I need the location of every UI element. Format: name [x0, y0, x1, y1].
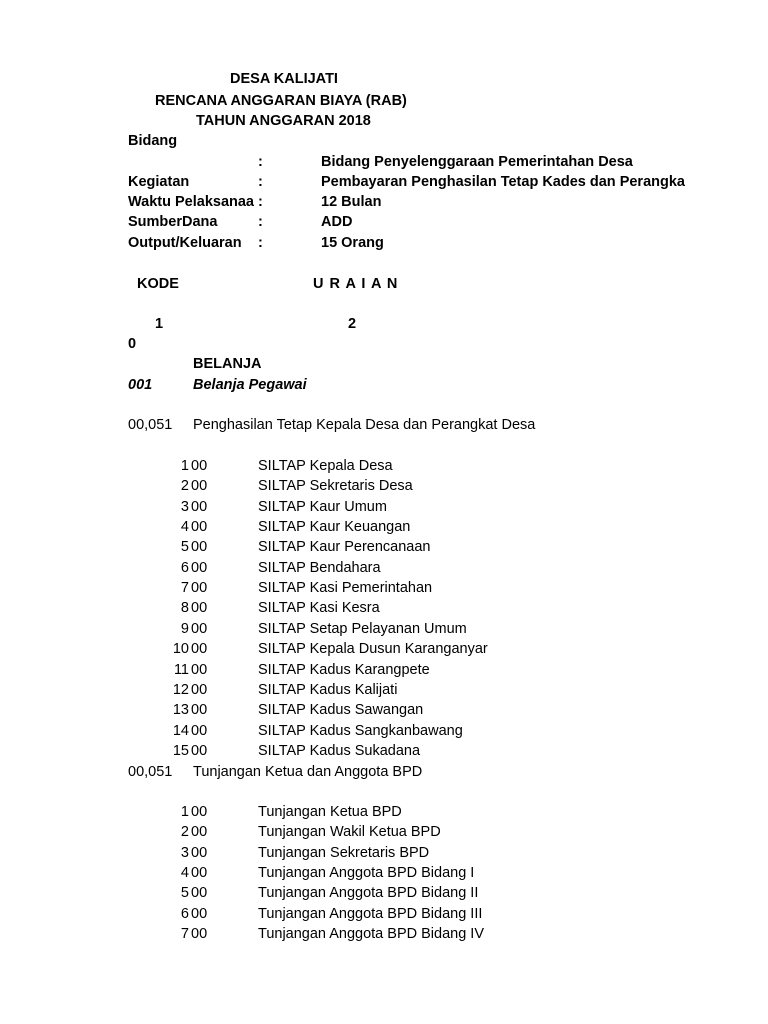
item-suffix: 00	[191, 539, 208, 556]
item-index: 4	[180, 864, 189, 881]
item-label: SILTAP Kaur Keuangan	[258, 519, 411, 536]
item-suffix: 00	[191, 905, 208, 922]
column-number-1: 1	[155, 316, 164, 332]
list-item	[0, 680, 768, 700]
section2-title: Tunjangan Ketua dan Anggota BPD	[193, 764, 423, 780]
item-number	[170, 639, 210, 659]
item-suffix: 00	[191, 804, 208, 820]
item-index: 10	[172, 641, 189, 658]
belanja-heading: BELANJA	[193, 356, 262, 372]
item-index: 2	[180, 824, 189, 841]
item-number	[170, 904, 210, 924]
item-label: SILTAP Kasi Kesra	[258, 600, 380, 617]
document-title: RENCANA ANGGARAN BIAYA (RAB)	[155, 93, 407, 109]
item-number	[170, 822, 210, 842]
item-label: Tunjangan Anggota BPD Bidang IV	[258, 925, 484, 942]
item-suffix: 00	[191, 559, 208, 576]
item-label: SILTAP Kadus Karangpete	[258, 661, 430, 678]
item-label: SILTAP Kepala Desa	[258, 458, 393, 474]
bidang-label: Bidang	[128, 133, 178, 149]
list-item	[0, 537, 768, 557]
item-suffix: 00	[191, 620, 208, 637]
item-label: SILTAP Bendahara	[258, 559, 381, 576]
list-item	[0, 721, 768, 741]
item-index: 6	[180, 559, 189, 576]
list-item	[0, 660, 768, 680]
item-number	[170, 619, 210, 639]
item-index: 8	[180, 600, 189, 617]
waktu-value: 12 Bulan	[321, 194, 382, 210]
item-index: 13	[172, 702, 189, 719]
item-index: 2	[180, 478, 189, 495]
list-item	[0, 863, 768, 883]
item-index: 3	[180, 844, 189, 861]
item-label: SILTAP Kaur Perencanaan	[258, 539, 431, 556]
item-index: 5	[180, 885, 189, 902]
item-suffix: 00	[191, 681, 208, 698]
sumber-label: SumberDana	[128, 214, 218, 230]
uraian-header: U R A I A N	[313, 276, 399, 292]
kegiatan-colon: :	[258, 174, 263, 190]
sumber-value: ADD	[321, 214, 353, 230]
item-index: 1	[180, 458, 189, 474]
fiscal-year: TAHUN ANGGARAN 2018	[196, 113, 371, 129]
list-item	[0, 924, 768, 944]
item-index: 5	[180, 539, 189, 556]
column-number-2: 2	[348, 316, 357, 332]
code-001: 001	[128, 377, 153, 393]
item-suffix: 00	[191, 702, 208, 719]
item-suffix: 00	[191, 722, 208, 739]
item-suffix: 00	[191, 458, 208, 474]
item-index: 11	[173, 661, 189, 678]
item-suffix: 00	[191, 580, 208, 597]
item-label: SILTAP Kadus Kalijati	[258, 681, 398, 698]
item-suffix: 00	[191, 864, 208, 881]
code-zero: 0	[128, 336, 137, 352]
item-label: Tunjangan Anggota BPD Bidang III	[258, 905, 483, 922]
village-title: DESA KALIJATI	[230, 71, 338, 87]
item-suffix: 00	[191, 498, 208, 515]
belanja-pegawai-heading: Belanja Pegawai	[193, 377, 307, 393]
item-number	[170, 680, 210, 700]
list-item	[0, 598, 768, 618]
item-suffix: 00	[191, 885, 208, 902]
item-label: SILTAP Kasi Pemerintahan	[258, 580, 433, 597]
item-suffix: 00	[191, 824, 208, 841]
item-number	[170, 883, 210, 903]
item-number	[170, 537, 210, 557]
item-label: SILTAP Kaur Umum	[258, 498, 387, 515]
list-item	[0, 822, 768, 842]
item-label: Tunjangan Anggota BPD Bidang I	[258, 864, 475, 881]
item-number	[170, 700, 210, 720]
list-item	[0, 883, 768, 903]
item-label: Tunjangan Anggota BPD Bidang II	[258, 885, 479, 902]
item-number	[170, 863, 210, 883]
item-index: 3	[180, 498, 189, 515]
item-suffix: 00	[191, 844, 208, 861]
item-number	[170, 598, 210, 618]
item-number	[170, 721, 210, 741]
item-index: 7	[180, 925, 189, 942]
list-item	[0, 639, 768, 659]
item-index: 1	[180, 804, 189, 820]
item-number	[170, 802, 210, 822]
item-label: SILTAP Kadus Sangkanbawang	[258, 722, 463, 739]
item-suffix: 00	[191, 600, 208, 617]
list-item	[0, 700, 768, 720]
item-suffix: 00	[191, 742, 208, 759]
list-item	[0, 558, 768, 578]
item-label: Tunjangan Sekretaris BPD	[258, 844, 430, 861]
item-index: 15	[172, 742, 189, 759]
item-index: 14	[172, 722, 189, 739]
list-item	[0, 802, 768, 822]
item-label: SILTAP Kepala Dusun Karanganyar	[258, 641, 488, 658]
section2-code: 00,051	[128, 764, 173, 780]
item-suffix: 00	[191, 661, 208, 678]
item-label: SILTAP Kadus Sawangan	[258, 702, 424, 719]
item-index: 4	[180, 519, 189, 536]
list-item	[0, 517, 768, 537]
item-label: SILTAP Kadus Sukadana	[258, 742, 421, 759]
list-item	[0, 904, 768, 924]
item-number	[170, 497, 210, 517]
item-number	[170, 843, 210, 863]
list-item	[0, 497, 768, 517]
output-label: Output/Keluaran	[128, 235, 242, 251]
item-suffix: 00	[191, 925, 208, 942]
list-item	[0, 578, 768, 598]
item-number	[170, 578, 210, 598]
item-label: SILTAP Setap Pelayanan Umum	[258, 620, 467, 637]
bidang-colon: :	[258, 154, 263, 170]
output-value: 15 Orang	[321, 235, 384, 251]
list-item	[0, 843, 768, 863]
item-suffix: 00	[191, 478, 208, 495]
item-number	[170, 558, 210, 578]
item-number	[170, 517, 210, 537]
item-label: Tunjangan Wakil Ketua BPD	[258, 824, 441, 841]
list-item	[0, 476, 768, 496]
item-label: Tunjangan Ketua BPD	[258, 804, 402, 820]
section1-code: 00,051	[128, 417, 173, 433]
item-number	[170, 924, 210, 944]
waktu-label: Waktu Pelaksanaa	[128, 194, 254, 210]
item-index: 7	[180, 580, 189, 597]
item-number	[170, 456, 210, 476]
item-index: 12	[172, 681, 189, 698]
list-item	[0, 741, 768, 761]
item-index: 9	[180, 620, 189, 637]
bidang-value: Bidang Penyelenggaraan Pemerintahan Desa	[321, 154, 633, 170]
item-number	[170, 660, 210, 680]
item-number	[170, 476, 210, 496]
kegiatan-value: Pembayaran Penghasilan Tetap Kades dan Perangka	[321, 174, 685, 190]
output-colon: :	[258, 235, 263, 251]
list-item	[0, 456, 768, 476]
item-index: 6	[180, 905, 189, 922]
list-item	[0, 619, 768, 639]
waktu-colon: :	[258, 194, 263, 210]
kode-header: KODE	[137, 276, 179, 292]
item-number	[170, 741, 210, 761]
item-suffix: 00	[191, 519, 208, 536]
sumber-colon: :	[258, 214, 263, 230]
kegiatan-label: Kegiatan	[128, 174, 190, 190]
item-suffix: 00	[191, 641, 208, 658]
item-label: SILTAP Sekretaris Desa	[258, 478, 413, 495]
section1-title: Penghasilan Tetap Kepala Desa dan Perangkat Desa	[193, 417, 536, 433]
